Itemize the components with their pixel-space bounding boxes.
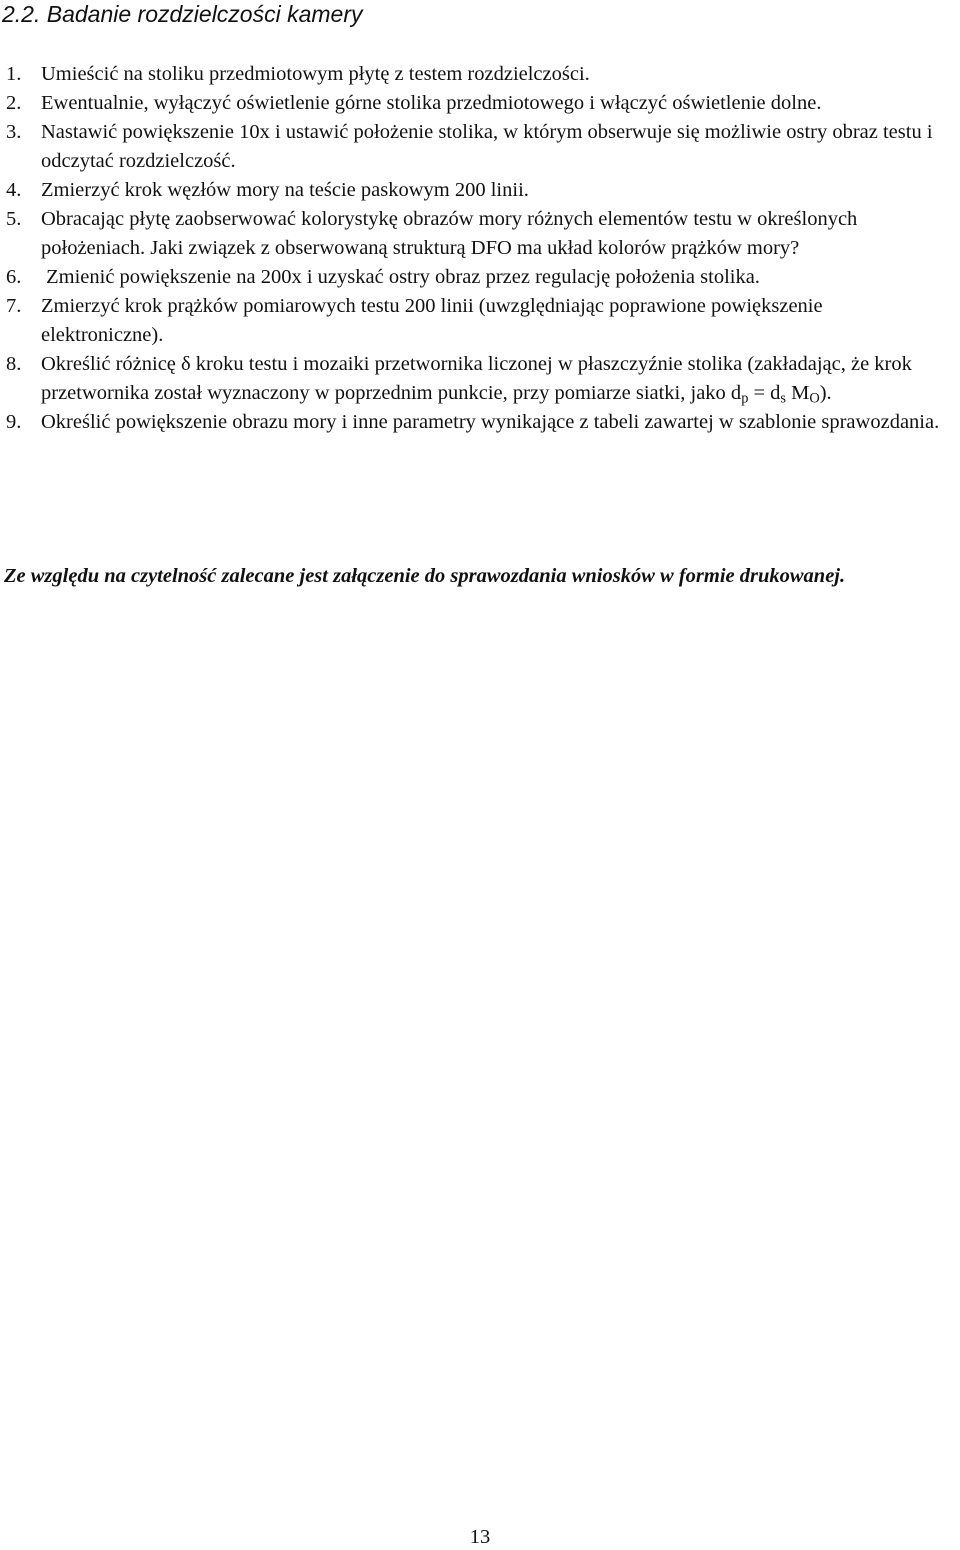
item-text: Nastawić powiększenie 10x i ustawić położenie stolika, w którym obserwuje się możliwie ostry obraz testu i odczytać rozdzielczość. bbox=[41, 121, 933, 172]
subscript-o: O bbox=[809, 390, 820, 407]
item-text: Obracając płytę zaobserwować kolorystykę obrazów mory różnych elementów testu w określonych położeniach. Jaki związek z obserwowaną strukturą DFO ma układ kolorów prążków mory? bbox=[41, 208, 858, 259]
item-number: 7. bbox=[6, 295, 22, 317]
item-text: Ewentualnie, wyłączyć oświetlenie górne stolika przedmiotowego i włączyć oświetlenie dolne. bbox=[41, 92, 822, 114]
list-item bbox=[0, 205, 940, 263]
item-text: Określić powiększenie obrazu mory i inne parametry wynikające z tabeli zawartej w szablonie sprawozdania. bbox=[41, 411, 940, 433]
item-text: Zmienić powiększenie na 200x i uzyskać ostry obraz przez regulację położenia stolika. bbox=[41, 266, 760, 288]
formula-part: = d bbox=[748, 382, 781, 404]
subscript-s: s bbox=[780, 390, 787, 407]
list-item bbox=[0, 263, 940, 292]
list-item bbox=[0, 176, 940, 205]
item-number: 2. bbox=[6, 92, 22, 114]
list-item bbox=[0, 292, 940, 350]
list-item bbox=[0, 118, 940, 176]
list-item bbox=[0, 408, 940, 437]
recommendation-note: Ze względu na czytelność zalecane jest załączenie do sprawozdania wniosków w formie drukowanej. bbox=[4, 565, 846, 587]
item-text: Określić różnicę δ kroku testu i mozaiki przetwornika liczonej w płaszczyźnie stolika (zakładając, że krok przetwornika został wyznaczony w poprzednim punkcie, przy pomiarze siatki, jako d bbox=[41, 353, 912, 404]
list-item bbox=[0, 350, 940, 408]
item-number: 5. bbox=[6, 208, 22, 230]
item-number: 8. bbox=[6, 353, 22, 375]
list-item bbox=[0, 89, 940, 118]
page-number: 13 bbox=[469, 1526, 491, 1548]
procedure-list bbox=[0, 60, 940, 437]
formula-part: M bbox=[786, 382, 810, 404]
formula-tail: ). bbox=[819, 382, 832, 404]
item-number: 9. bbox=[6, 411, 22, 433]
section-heading: 2.2. Badanie rozdzielczości kamery bbox=[2, 1, 363, 27]
item-text: Zmierzyć krok węzłów mory na teście paskowym 200 linii. bbox=[41, 179, 529, 201]
item-text: Umieścić na stoliku przedmiotowym płytę z testem rozdzielczości. bbox=[41, 63, 590, 85]
item-text: Zmierzyć krok prążków pomiarowych testu 200 linii (uwzględniając poprawione powiększenie elektroniczne). bbox=[41, 295, 823, 346]
item-number: 6. bbox=[6, 266, 22, 288]
item-number: 4. bbox=[6, 179, 22, 201]
item-number: 3. bbox=[6, 121, 22, 143]
subscript-p: p bbox=[741, 390, 749, 407]
item-number: 1. bbox=[6, 63, 22, 85]
list-item bbox=[0, 60, 940, 89]
